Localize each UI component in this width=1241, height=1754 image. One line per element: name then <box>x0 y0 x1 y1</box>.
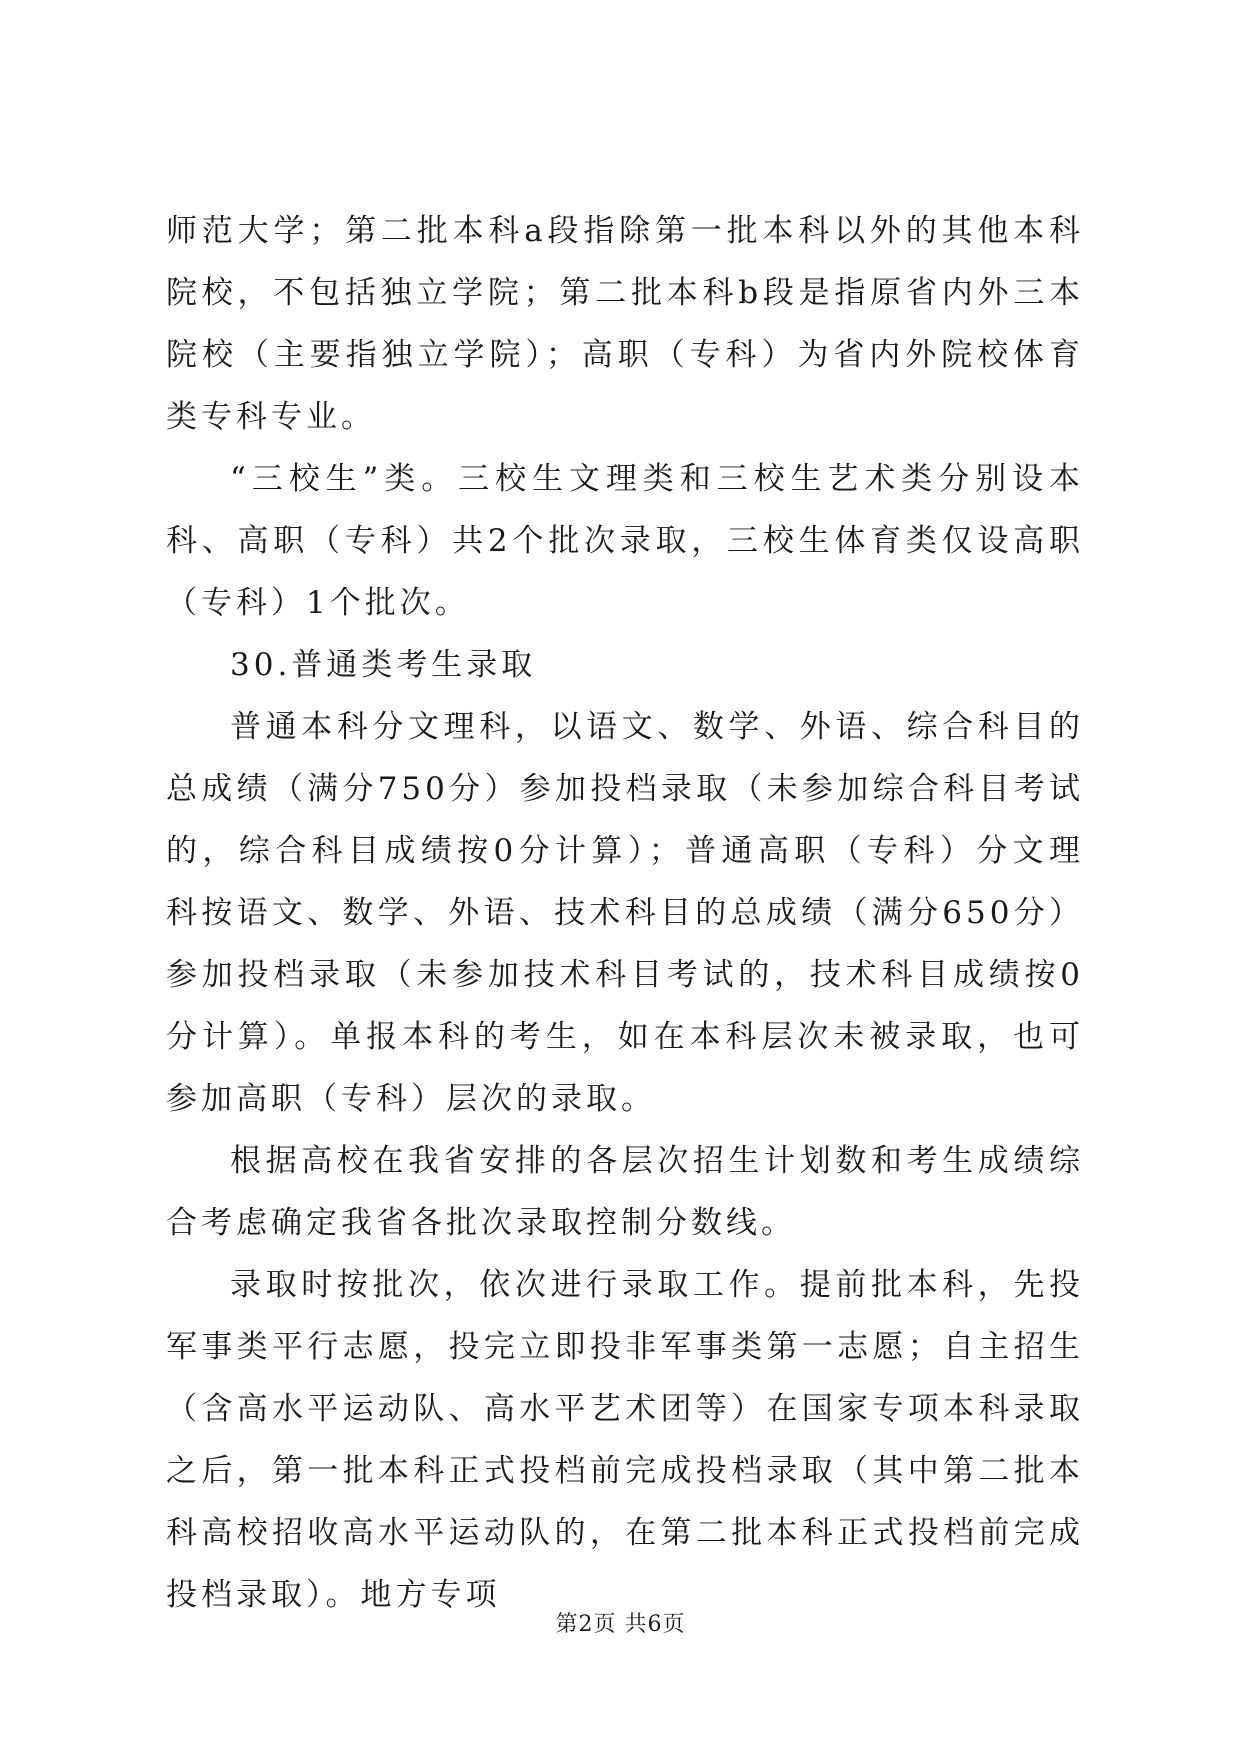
document-body <box>166 200 1084 1626</box>
paragraph-2: “三校生”类。三校生文理类和三校生艺术类分别设本科、高职（专科）共2个批次录取，三校生体育类仅设高职（专科）1个批次。 <box>166 461 1084 621</box>
page-footer: 第2页 共6页 <box>555 1612 686 1637</box>
paragraph-3: 普通本科分文理科，以语文、数学、外语、综合科目的总成绩（满分750分）参加投档录取（未参加综合科目考试的，综合科目成绩按0分计算）；普通高职（专科）分文理科按语文、数学、外语、技术科目的总成绩（满分650分）参加投档录取（未参加技术科目考试的，技术科目成绩按0分计算）。单报本科的考生，如在本科层次未被录取，也可参加高职（专科）层次的录取。 <box>166 709 1084 1117</box>
section-heading: 30.普通类考生录取 <box>230 647 537 683</box>
paragraph-5: 录取时按批次，依次进行录取工作。提前批本科，先投军事类平行志愿，投完立即投非军事类第一志愿；自主招生（含高水平运动队、高水平艺术团等）在国家专项本科录取之后，第一批本科正式投档前完成投档录取（其中第二批本科高校招收高水平运动队的，在第二批本科正式投档前完成投档录取）。地方专项 <box>166 1267 1084 1613</box>
paragraph-4: 根据高校在我省安排的各层次招生计划数和考生成绩综合考虑确定我省各批次录取控制分数线。 <box>166 1143 1084 1241</box>
paragraph-1: 师范大学；第二批本科a段指除第一批本科以外的其他本科院校，不包括独立学院；第二批本科b段是指原省内外三本院校（主要指独立学院）；高职（专科）为省内外院校体育类专科专业。 <box>166 213 1084 435</box>
